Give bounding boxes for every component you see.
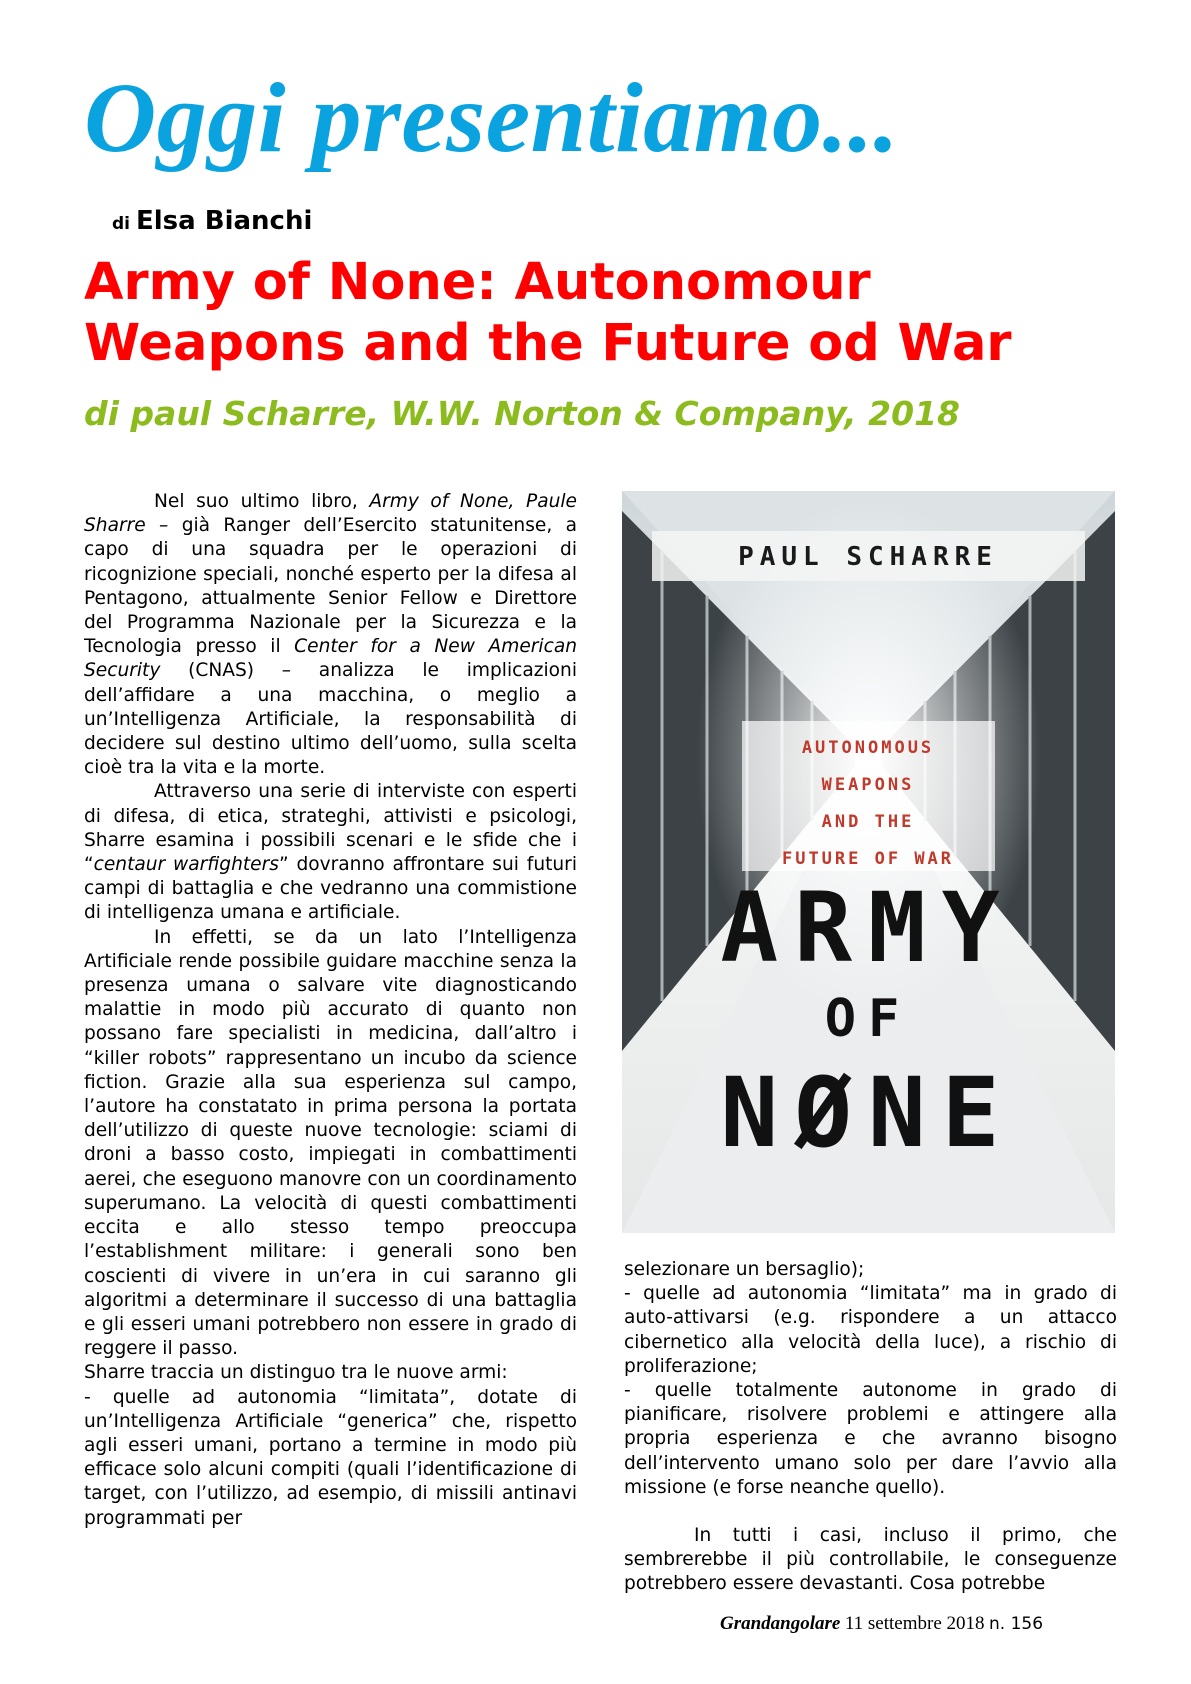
byline xyxy=(112,206,312,236)
cover-tagline-line: AND THE xyxy=(821,812,915,832)
article-column-right xyxy=(624,1258,1117,1597)
cover-title-line: OF xyxy=(824,989,912,1049)
paragraph-interviews xyxy=(84,780,577,925)
cover-tagline-line: WEAPONS xyxy=(821,775,915,795)
institution-reference: Center for a New American Security xyxy=(84,636,577,682)
text-run: – già Ranger dell’Esercito statunitense, a capo di una squadra per le operazioni di ricognizione speciali, nonché esperto per la difesa al Pentagono, attualmente Senior Fellow e Direttore del Programma Nazionale per la Sicurezza e la Tecnologia presso il xyxy=(84,515,577,658)
paragraph-distinction: Sharre traccia un distinguo tra le nuove armi: xyxy=(84,1362,508,1384)
cover-tagline-line: AUTONOMOUS xyxy=(801,738,935,758)
byline-prefix: di xyxy=(112,214,130,234)
book-subtitle: di paul Scharre, W.W. Norton & Company, 2018 xyxy=(84,394,961,433)
list-item-continued: selezionare un bersaglio); xyxy=(624,1259,865,1280)
page-title: Oggi presentiamo... xyxy=(84,62,900,173)
magazine-name: Grandangolare xyxy=(720,1613,841,1634)
paragraph-spacer xyxy=(624,1500,1117,1524)
list-item-limited: - quelle ad autonomia “limitata”, dotate di un’Intelligenza Artificiale “generica” che, rispetto agli esseri umani, portano a termine in modo più efficace solo alcuni compiti (quali l’identificazione di target, con l’utilizzo, ad esempio, di missili antinavi programmati per xyxy=(84,1386,577,1529)
cover-tagline-line: FUTURE OF WAR xyxy=(781,849,955,869)
paragraph-conclusion: In tutti i casi, incluso il primo, che sembrerebbe il più controllabile, le conseguenze potrebbero essere devastanti. Cosa potrebbe xyxy=(624,1525,1117,1595)
paragraph-effects: In effetti, se da un lato l’Intelligenza Artificiale rende possibile guidare macchine senza la presenza umana o salvare vite diagnosticando malattie in modo più accurato di quanto non possano fare specialisti in medicina, dall’altro i “killer robots” rappresentano un incubo da science fiction. Grazie alla sua esperienza sul campo, l’autore ha constatato in prima persona la portata dell’utilizzo di queste nuove tecnologie: sciami di droni a basso costo, impiegati in combattimenti aerei, che eseguono manovre con un coordinamento superumano. La velocità di questi combattimenti eccita e allo stesso tempo preoccupa l’establishment militare: i generali sono ben coscienti di vivere in un’era in cui saranno gli algoritmi a determinare il successo di una battaglia e gli esseri umani potrebbero non essere in grado di reggere il passo. xyxy=(84,926,577,1360)
text-run: ” dovranno affrontare sui futuri campi di battaglia e che vedranno una commistione di intelligenza umana e artificiale. xyxy=(84,854,577,924)
issue-number: n. 156 xyxy=(989,1614,1044,1634)
paragraph-intro xyxy=(84,490,577,780)
list-item-self-activating: - quelle ad autonomia “limitata” ma in grado di auto-attivarsi (e.g. rispondere a un attacco cibernetico alla velocità della luce), a rischio di proliferazione; xyxy=(624,1283,1117,1377)
book-cover-image xyxy=(622,491,1115,1233)
issue-date: 11 settembre 2018 xyxy=(844,1613,985,1634)
cover-title-line: NØNE xyxy=(720,1057,1016,1169)
book-title: Army of None: Autonomour Weapons and the Future od War xyxy=(84,253,1012,373)
article-column-left xyxy=(84,490,577,1531)
text-run: Nel suo ultimo libro, xyxy=(154,491,370,512)
book-reference: Army of None, Paule Sharre xyxy=(84,491,577,537)
list-item-autonomous: - quelle totalmente autonome in grado di pianificare, risolvere problemi e attingere alla propria esperienza e che avranno bisogno dell’intervento umano solo per dare l’avvio alla missione (e forse neanche quello). xyxy=(624,1380,1117,1498)
text-run: (CNAS) – analizza le implicazioni dell’affidare a una macchina, o meglio a un’Intelligenza Artificiale, la responsabilità di decidere sul destino ultimo dell’uomo, sulla scelta cioè tra la vita e la morte. xyxy=(84,660,577,779)
text-run: Attraverso una serie di interviste con esperti di difesa, di etica, strateghi, attivisti e psicologi, Sharre esamina i possibili scenari e le sfide che i “ xyxy=(84,781,577,876)
page-footer xyxy=(720,1613,1043,1635)
cover-title-line: ARMY xyxy=(720,872,1016,984)
term-reference: centaur warfighters xyxy=(93,854,279,876)
author-name: Elsa Bianchi xyxy=(136,206,313,236)
cover-author: PAUL SCHARRE xyxy=(738,542,998,572)
